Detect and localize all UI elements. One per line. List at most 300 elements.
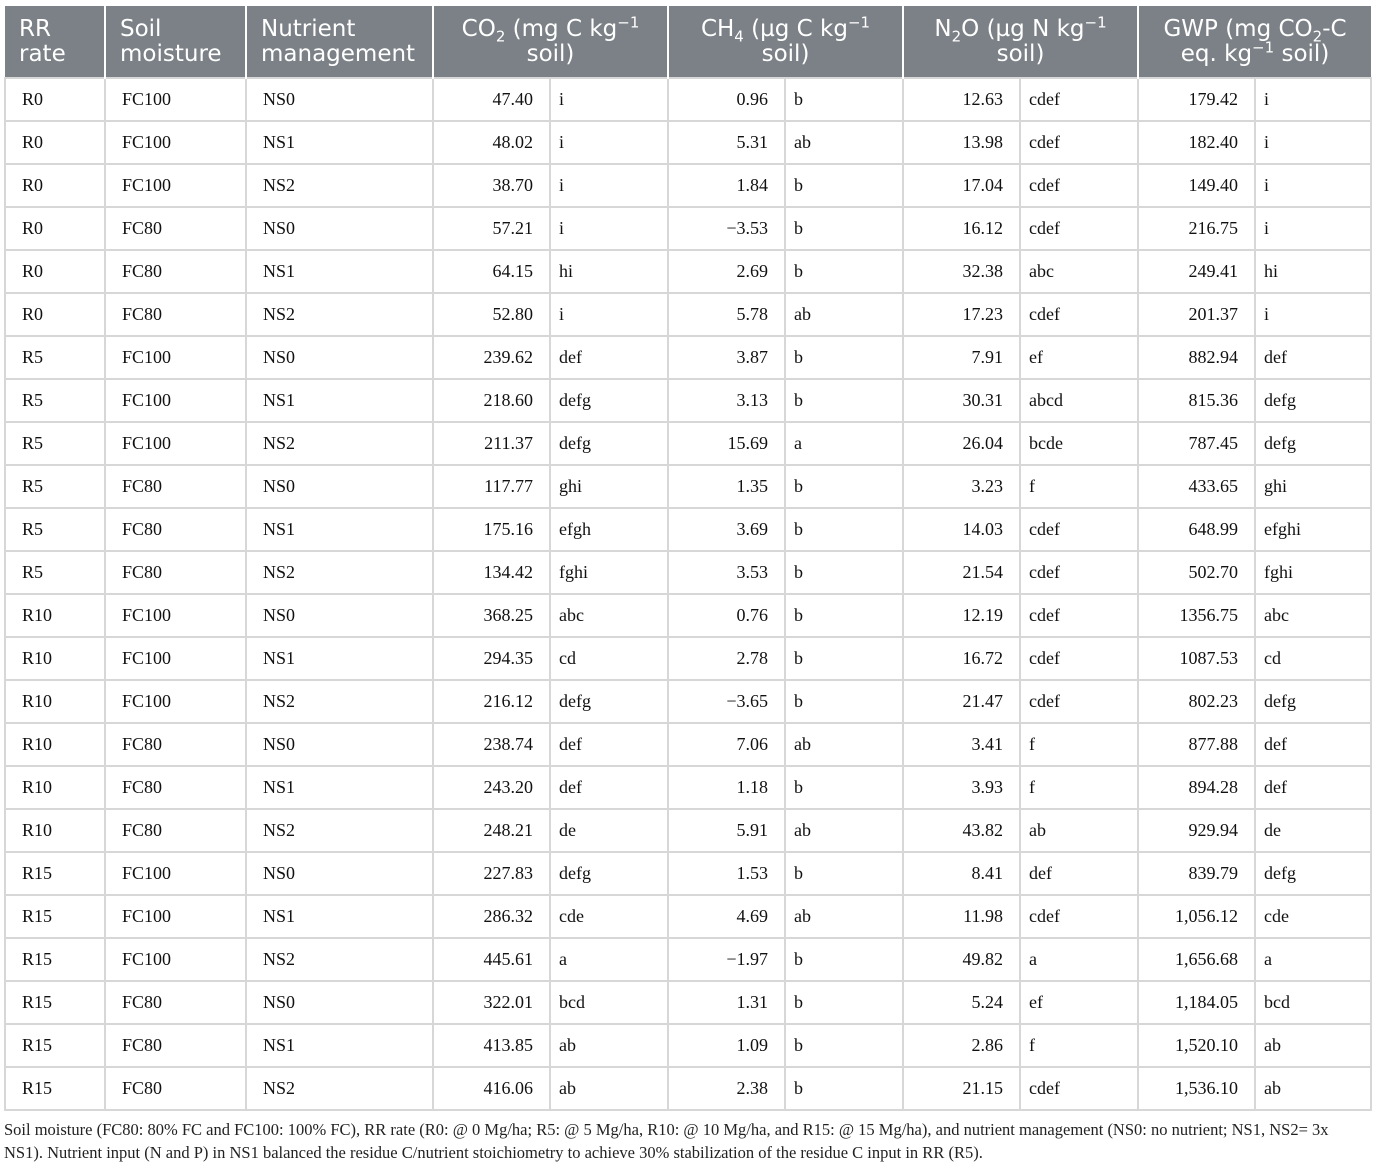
cell-n2o-letter: bcde — [1020, 422, 1138, 465]
table-row — [5, 594, 1371, 637]
cell-rr-rate: R0 — [5, 293, 105, 336]
cell-n2o-letter: def — [1020, 852, 1138, 895]
cell-soil-moisture: FC80 — [105, 1067, 246, 1110]
cell-co2-letter: a — [550, 938, 668, 981]
cell-n2o-letter: ab — [1020, 809, 1138, 852]
cell-soil-moisture: FC100 — [105, 379, 246, 422]
cell-rr-rate: R10 — [5, 766, 105, 809]
table-row — [5, 164, 1371, 207]
cell-rr-rate: R0 — [5, 207, 105, 250]
cell-gwp-letter: ab — [1255, 1024, 1371, 1067]
cell-ch4-value: 4.69 — [668, 895, 785, 938]
cell-rr-rate: R15 — [5, 1024, 105, 1067]
cell-n2o-value: 21.47 — [903, 680, 1020, 723]
cell-gwp-letter: defg — [1255, 680, 1371, 723]
cell-soil-moisture: FC100 — [105, 336, 246, 379]
cell-gwp-value: 877.88 — [1138, 723, 1255, 766]
cell-n2o-letter: f — [1020, 723, 1138, 766]
cell-ch4-value: 1.35 — [668, 465, 785, 508]
table-row — [5, 809, 1371, 852]
cell-rr-rate: R5 — [5, 379, 105, 422]
cell-rr-rate: R15 — [5, 938, 105, 981]
cell-ch4-letter: b — [785, 981, 903, 1024]
cell-gwp-letter: i — [1255, 121, 1371, 164]
cell-ch4-value: 0.96 — [668, 78, 785, 121]
cell-rr-rate: R5 — [5, 551, 105, 594]
cell-nutrient-management: NS0 — [246, 78, 433, 121]
cell-n2o-value: 17.23 — [903, 293, 1020, 336]
cell-rr-rate: R5 — [5, 508, 105, 551]
cell-co2-value: 52.80 — [433, 293, 550, 336]
header-nutrient-management: Nutrient management — [246, 6, 433, 78]
cell-n2o-value: 5.24 — [903, 981, 1020, 1024]
cell-gwp-value: 1,184.05 — [1138, 981, 1255, 1024]
header-soil-moisture: Soil moisture — [105, 6, 246, 78]
cell-co2-letter: ab — [550, 1067, 668, 1110]
cell-soil-moisture: FC80 — [105, 1024, 246, 1067]
cell-gwp-letter: ghi — [1255, 465, 1371, 508]
cell-rr-rate: R15 — [5, 852, 105, 895]
cell-ch4-letter: ab — [785, 809, 903, 852]
cell-co2-letter: defg — [550, 852, 668, 895]
cell-co2-letter: def — [550, 766, 668, 809]
cell-gwp-letter: ab — [1255, 1067, 1371, 1110]
table-row — [5, 207, 1371, 250]
cell-gwp-letter: i — [1255, 164, 1371, 207]
cell-gwp-letter: def — [1255, 766, 1371, 809]
cell-ch4-letter: ab — [785, 121, 903, 164]
cell-nutrient-management: NS0 — [246, 594, 433, 637]
cell-co2-value: 227.83 — [433, 852, 550, 895]
cell-ch4-value: 0.76 — [668, 594, 785, 637]
cell-nutrient-management: NS2 — [246, 551, 433, 594]
table-row — [5, 637, 1371, 680]
cell-rr-rate: R10 — [5, 637, 105, 680]
cell-co2-value: 416.06 — [433, 1067, 550, 1110]
cell-gwp-value: 1,056.12 — [1138, 895, 1255, 938]
cell-co2-letter: efgh — [550, 508, 668, 551]
cell-soil-moisture: FC80 — [105, 293, 246, 336]
cell-gwp-value: 1356.75 — [1138, 594, 1255, 637]
cell-gwp-value: 882.94 — [1138, 336, 1255, 379]
cell-n2o-value: 43.82 — [903, 809, 1020, 852]
cell-n2o-value: 16.72 — [903, 637, 1020, 680]
cell-soil-moisture: FC80 — [105, 508, 246, 551]
cell-gwp-value: 216.75 — [1138, 207, 1255, 250]
cell-rr-rate: R0 — [5, 78, 105, 121]
cell-ch4-letter: b — [785, 680, 903, 723]
cell-n2o-value: 30.31 — [903, 379, 1020, 422]
cell-nutrient-management: NS1 — [246, 895, 433, 938]
cell-nutrient-management: NS1 — [246, 508, 433, 551]
cell-n2o-letter: f — [1020, 1024, 1138, 1067]
cell-nutrient-management: NS0 — [246, 207, 433, 250]
cell-n2o-letter: cdef — [1020, 207, 1138, 250]
cell-ch4-letter: b — [785, 379, 903, 422]
cell-gwp-letter: defg — [1255, 852, 1371, 895]
cell-co2-letter: defg — [550, 379, 668, 422]
cell-nutrient-management: NS2 — [246, 938, 433, 981]
cell-gwp-value: 787.45 — [1138, 422, 1255, 465]
cell-co2-letter: i — [550, 78, 668, 121]
cell-n2o-value: 21.54 — [903, 551, 1020, 594]
cell-rr-rate: R0 — [5, 250, 105, 293]
cell-n2o-letter: cdef — [1020, 594, 1138, 637]
cell-ch4-value: 1.84 — [668, 164, 785, 207]
cell-n2o-letter: f — [1020, 766, 1138, 809]
cell-gwp-letter: i — [1255, 78, 1371, 121]
cell-ch4-letter: b — [785, 551, 903, 594]
cell-ch4-letter: b — [785, 1067, 903, 1110]
cell-soil-moisture: FC80 — [105, 250, 246, 293]
cell-co2-letter: de — [550, 809, 668, 852]
table-row — [5, 766, 1371, 809]
cell-soil-moisture: FC80 — [105, 551, 246, 594]
cell-ch4-value: 2.69 — [668, 250, 785, 293]
cell-n2o-letter: cdef — [1020, 680, 1138, 723]
cell-ch4-letter: b — [785, 336, 903, 379]
cell-soil-moisture: FC100 — [105, 895, 246, 938]
cell-gwp-letter: i — [1255, 293, 1371, 336]
cell-soil-moisture: FC80 — [105, 723, 246, 766]
cell-ch4-value: −3.65 — [668, 680, 785, 723]
cell-ch4-value: 7.06 — [668, 723, 785, 766]
cell-co2-value: 134.42 — [433, 551, 550, 594]
cell-rr-rate: R15 — [5, 895, 105, 938]
cell-co2-value: 57.21 — [433, 207, 550, 250]
cell-n2o-value: 16.12 — [903, 207, 1020, 250]
cell-co2-letter: fghi — [550, 551, 668, 594]
cell-co2-letter: bcd — [550, 981, 668, 1024]
cell-co2-letter: cd — [550, 637, 668, 680]
cell-rr-rate: R15 — [5, 981, 105, 1024]
header-rr-rate: RR rate — [5, 6, 105, 78]
cell-ch4-value: 15.69 — [668, 422, 785, 465]
cell-gwp-letter: cd — [1255, 637, 1371, 680]
cell-n2o-letter: cdef — [1020, 551, 1138, 594]
cell-soil-moisture: FC80 — [105, 981, 246, 1024]
cell-ch4-letter: ab — [785, 723, 903, 766]
cell-gwp-value: 1087.53 — [1138, 637, 1255, 680]
cell-gwp-value: 149.40 — [1138, 164, 1255, 207]
header-co2: $CO_2$ (mg C $kg^{-1}$ soil) — [433, 6, 668, 78]
cell-rr-rate: R10 — [5, 809, 105, 852]
cell-n2o-letter: cdef — [1020, 508, 1138, 551]
cell-ch4-value: 5.78 — [668, 293, 785, 336]
cell-nutrient-management: NS1 — [246, 1024, 433, 1067]
cell-ch4-letter: a — [785, 422, 903, 465]
cell-nutrient-management: NS0 — [246, 852, 433, 895]
table-row — [5, 680, 1371, 723]
cell-co2-letter: i — [550, 207, 668, 250]
cell-gwp-letter: a — [1255, 938, 1371, 981]
cell-n2o-value: 11.98 — [903, 895, 1020, 938]
cell-n2o-value: 3.41 — [903, 723, 1020, 766]
table-row — [5, 293, 1371, 336]
cell-ch4-value: 3.69 — [668, 508, 785, 551]
cell-n2o-value: 7.91 — [903, 336, 1020, 379]
cell-gwp-letter: cde — [1255, 895, 1371, 938]
cell-ch4-value: 1.31 — [668, 981, 785, 1024]
header-ch4: $CH_4$ (µg C $kg^{-1}$ soil) — [668, 6, 903, 78]
cell-gwp-value: 433.65 — [1138, 465, 1255, 508]
cell-co2-letter: defg — [550, 422, 668, 465]
cell-soil-moisture: FC100 — [105, 637, 246, 680]
cell-co2-value: 445.61 — [433, 938, 550, 981]
cell-ch4-value: −1.97 — [668, 938, 785, 981]
cell-ch4-value: 1.53 — [668, 852, 785, 895]
cell-rr-rate: R5 — [5, 422, 105, 465]
table-row — [5, 852, 1371, 895]
cell-nutrient-management: NS2 — [246, 809, 433, 852]
cell-soil-moisture: FC100 — [105, 852, 246, 895]
cell-n2o-letter: f — [1020, 465, 1138, 508]
cell-n2o-value: 17.04 — [903, 164, 1020, 207]
cell-soil-moisture: FC100 — [105, 938, 246, 981]
cell-soil-moisture: FC100 — [105, 422, 246, 465]
cell-nutrient-management: NS1 — [246, 637, 433, 680]
cell-ch4-value: 3.13 — [668, 379, 785, 422]
cell-co2-letter: def — [550, 336, 668, 379]
cell-co2-letter: i — [550, 293, 668, 336]
table-row — [5, 465, 1371, 508]
cell-co2-value: 48.02 — [433, 121, 550, 164]
cell-co2-letter: ghi — [550, 465, 668, 508]
cell-gwp-value: 201.37 — [1138, 293, 1255, 336]
cell-gwp-value: 815.36 — [1138, 379, 1255, 422]
table-row — [5, 1067, 1371, 1110]
cell-n2o-letter: cdef — [1020, 637, 1138, 680]
cell-co2-letter: abc — [550, 594, 668, 637]
cell-ch4-letter: b — [785, 78, 903, 121]
cell-ch4-letter: b — [785, 164, 903, 207]
cell-ch4-letter: b — [785, 938, 903, 981]
cell-gwp-letter: abc — [1255, 594, 1371, 637]
cell-co2-value: 211.37 — [433, 422, 550, 465]
emissions-table — [4, 6, 1372, 1111]
cell-ch4-value: 2.78 — [668, 637, 785, 680]
cell-ch4-value: 3.87 — [668, 336, 785, 379]
cell-gwp-value: 1,520.10 — [1138, 1024, 1255, 1067]
table-footnote: Soil moisture (FC80: 80% FC and FC100: 100% FC), RR rate (R0: @ 0 Mg/ha; R5: @ 5 Mg/ha, R10: @ 10 Mg/ha, and R15: @ 15 Mg/ha), and nutrient management (NS0: no nutrient; NS1, NS2= 3x NS1). Nutrient input (N and P) in NS1 balanced the residue C/nutrient stoichiometry to achieve 30% stabilization of the residue C input in RR (R5). — [4, 1120, 1329, 1162]
cell-ch4-value: −3.53 — [668, 207, 785, 250]
cell-ch4-letter: b — [785, 637, 903, 680]
cell-co2-value: 218.60 — [433, 379, 550, 422]
cell-co2-letter: ab — [550, 1024, 668, 1067]
cell-rr-rate: R5 — [5, 336, 105, 379]
cell-rr-rate: R0 — [5, 164, 105, 207]
cell-n2o-value: 12.19 — [903, 594, 1020, 637]
cell-gwp-value: 839.79 — [1138, 852, 1255, 895]
cell-gwp-letter: fghi — [1255, 551, 1371, 594]
cell-gwp-letter: defg — [1255, 422, 1371, 465]
cell-rr-rate: R10 — [5, 723, 105, 766]
cell-rr-rate: R15 — [5, 1067, 105, 1110]
cell-nutrient-management: NS1 — [246, 379, 433, 422]
cell-gwp-letter: bcd — [1255, 981, 1371, 1024]
cell-co2-value: 294.35 — [433, 637, 550, 680]
cell-gwp-value: 179.42 — [1138, 78, 1255, 121]
cell-co2-value: 368.25 — [433, 594, 550, 637]
table-row — [5, 336, 1371, 379]
cell-co2-value: 248.21 — [433, 809, 550, 852]
cell-n2o-letter: cdef — [1020, 895, 1138, 938]
cell-gwp-letter: def — [1255, 336, 1371, 379]
cell-ch4-letter: b — [785, 465, 903, 508]
cell-co2-value: 38.70 — [433, 164, 550, 207]
table-row — [5, 551, 1371, 594]
cell-n2o-value: 3.23 — [903, 465, 1020, 508]
cell-co2-value: 47.40 — [433, 78, 550, 121]
cell-gwp-letter: de — [1255, 809, 1371, 852]
cell-n2o-letter: cdef — [1020, 121, 1138, 164]
cell-n2o-value: 2.86 — [903, 1024, 1020, 1067]
cell-soil-moisture: FC80 — [105, 465, 246, 508]
cell-gwp-value: 802.23 — [1138, 680, 1255, 723]
cell-n2o-value: 8.41 — [903, 852, 1020, 895]
cell-gwp-value: 1,656.68 — [1138, 938, 1255, 981]
cell-co2-value: 238.74 — [433, 723, 550, 766]
cell-ch4-letter: ab — [785, 895, 903, 938]
cell-n2o-value: 13.98 — [903, 121, 1020, 164]
cell-gwp-letter: def — [1255, 723, 1371, 766]
cell-ch4-value: 2.38 — [668, 1067, 785, 1110]
cell-co2-value: 175.16 — [433, 508, 550, 551]
cell-co2-value: 64.15 — [433, 250, 550, 293]
cell-gwp-value: 1,536.10 — [1138, 1067, 1255, 1110]
cell-co2-letter: cde — [550, 895, 668, 938]
table-row — [5, 895, 1371, 938]
cell-nutrient-management: NS2 — [246, 1067, 433, 1110]
cell-nutrient-management: NS1 — [246, 121, 433, 164]
table-row — [5, 250, 1371, 293]
cell-n2o-value: 32.38 — [903, 250, 1020, 293]
cell-nutrient-management: NS2 — [246, 422, 433, 465]
cell-n2o-letter: cdef — [1020, 1067, 1138, 1110]
cell-ch4-value: 3.53 — [668, 551, 785, 594]
cell-ch4-value: 1.18 — [668, 766, 785, 809]
table-header-row — [5, 6, 1371, 78]
cell-co2-value: 243.20 — [433, 766, 550, 809]
cell-soil-moisture: FC80 — [105, 207, 246, 250]
cell-soil-moisture: FC80 — [105, 809, 246, 852]
cell-ch4-value: 5.31 — [668, 121, 785, 164]
cell-n2o-value: 21.15 — [903, 1067, 1020, 1110]
cell-n2o-letter: ef — [1020, 981, 1138, 1024]
cell-nutrient-management: NS0 — [246, 336, 433, 379]
data-table-container — [4, 6, 1370, 1111]
cell-ch4-letter: b — [785, 766, 903, 809]
cell-gwp-value: 502.70 — [1138, 551, 1255, 594]
cell-ch4-value: 5.91 — [668, 809, 785, 852]
cell-co2-value: 413.85 — [433, 1024, 550, 1067]
cell-n2o-value: 49.82 — [903, 938, 1020, 981]
cell-nutrient-management: NS0 — [246, 723, 433, 766]
table-row — [5, 981, 1371, 1024]
cell-ch4-letter: b — [785, 250, 903, 293]
table-row — [5, 422, 1371, 465]
table-row — [5, 723, 1371, 766]
cell-nutrient-management: NS0 — [246, 465, 433, 508]
cell-soil-moisture: FC80 — [105, 766, 246, 809]
cell-gwp-letter: hi — [1255, 250, 1371, 293]
cell-nutrient-management: NS2 — [246, 680, 433, 723]
cell-n2o-letter: cdef — [1020, 78, 1138, 121]
cell-soil-moisture: FC100 — [105, 121, 246, 164]
cell-nutrient-management: NS1 — [246, 766, 433, 809]
cell-rr-rate: R10 — [5, 680, 105, 723]
cell-ch4-letter: ab — [785, 293, 903, 336]
cell-ch4-letter: b — [785, 508, 903, 551]
header-gwp: GWP (mg $CO_2-C$ eq. $kg^{-1}$ soil) — [1163, 15, 1347, 67]
cell-n2o-letter: cdef — [1020, 164, 1138, 207]
cell-co2-letter: hi — [550, 250, 668, 293]
table-row — [5, 938, 1371, 981]
table-body — [5, 78, 1371, 1110]
cell-ch4-letter: b — [785, 852, 903, 895]
cell-gwp-letter: defg — [1255, 379, 1371, 422]
cell-co2-value: 117.77 — [433, 465, 550, 508]
cell-n2o-letter: ef — [1020, 336, 1138, 379]
cell-ch4-letter: b — [785, 1024, 903, 1067]
cell-gwp-value: 648.99 — [1138, 508, 1255, 551]
cell-co2-value: 286.32 — [433, 895, 550, 938]
cell-n2o-letter: a — [1020, 938, 1138, 981]
cell-co2-letter: i — [550, 164, 668, 207]
cell-n2o-value: 14.03 — [903, 508, 1020, 551]
cell-gwp-value: 894.28 — [1138, 766, 1255, 809]
cell-n2o-value: 26.04 — [903, 422, 1020, 465]
table-row — [5, 121, 1371, 164]
cell-gwp-value: 182.40 — [1138, 121, 1255, 164]
cell-n2o-letter: cdef — [1020, 293, 1138, 336]
cell-co2-letter: def — [550, 723, 668, 766]
cell-n2o-letter: abc — [1020, 250, 1138, 293]
cell-gwp-value: 249.41 — [1138, 250, 1255, 293]
cell-rr-rate: R0 — [5, 121, 105, 164]
cell-ch4-value: 1.09 — [668, 1024, 785, 1067]
table-row — [5, 379, 1371, 422]
cell-n2o-value: 3.93 — [903, 766, 1020, 809]
cell-ch4-letter: b — [785, 594, 903, 637]
cell-co2-letter: defg — [550, 680, 668, 723]
table-row — [5, 1024, 1371, 1067]
header-n2o: $N_2O$ (µg N $kg^{-1}$ soil) — [903, 6, 1138, 78]
cell-soil-moisture: FC100 — [105, 164, 246, 207]
cell-co2-value: 239.62 — [433, 336, 550, 379]
cell-rr-rate: R10 — [5, 594, 105, 637]
cell-nutrient-management: NS2 — [246, 164, 433, 207]
cell-soil-moisture: FC100 — [105, 680, 246, 723]
cell-ch4-letter: b — [785, 207, 903, 250]
cell-gwp-value: 929.94 — [1138, 809, 1255, 852]
cell-n2o-letter: abcd — [1020, 379, 1138, 422]
cell-n2o-value: 12.63 — [903, 78, 1020, 121]
cell-rr-rate: R5 — [5, 465, 105, 508]
cell-soil-moisture: FC100 — [105, 78, 246, 121]
cell-nutrient-management: NS1 — [246, 250, 433, 293]
table-row — [5, 508, 1371, 551]
table-row — [5, 78, 1371, 121]
cell-soil-moisture: FC100 — [105, 594, 246, 637]
cell-gwp-letter: i — [1255, 207, 1371, 250]
cell-co2-value: 216.12 — [433, 680, 550, 723]
cell-nutrient-management: NS2 — [246, 293, 433, 336]
cell-nutrient-management: NS0 — [246, 981, 433, 1024]
cell-co2-value: 322.01 — [433, 981, 550, 1024]
cell-co2-letter: i — [550, 121, 668, 164]
cell-gwp-letter: efghi — [1255, 508, 1371, 551]
